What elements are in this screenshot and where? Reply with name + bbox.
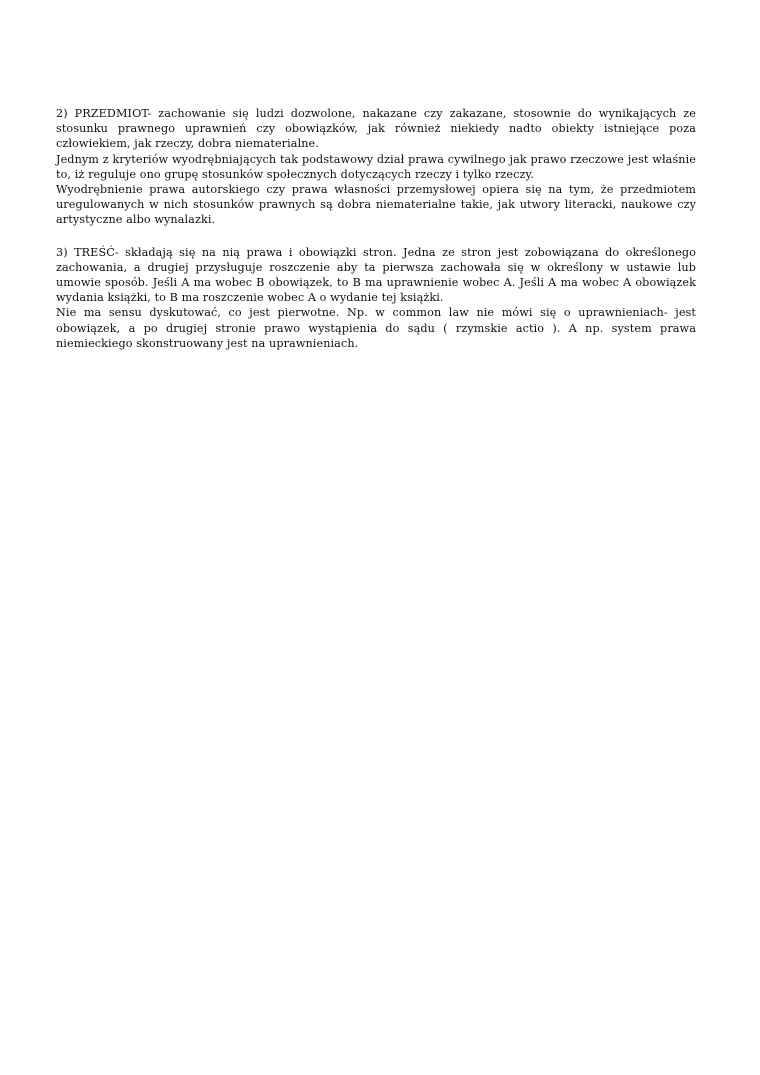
section-2-paragraph-intellectual-property: Wyodrębnienie prawa autorskiego czy prawa własności przemysłowej opiera się na tym, że przedmiotem uregulowanych w nich stosunków prawnych są dobra niematerialne takie, jak utwory literacki, naukowe czy artystyczne albo wynalazki.: [56, 183, 696, 227]
section-2-paragraph-property-law: Jednym z kryteriów wyodrębniających tak podstawowy dział prawa cywilnego jak prawo rzeczowe jest właśnie to, iż reguluje ono grupę stosunków społecznych dotyczących rzeczy i tylko rzeczy.: [56, 152, 696, 181]
section-spacer: [56, 228, 696, 245]
section-3-paragraph-content: 3) TREŚĆ- składają się na nią prawa i obowiązki stron. Jedna ze stron jest zobowiązana do określonego zachowania, a drugiej przysługuje roszczenie aby ta pierwsza zachowała się w określony w ustawie lub umowie sposób. Jeśli A ma wobec B obowiązek, to B ma uprawnienie wobec A. Jeśli A ma wobec A obowiązek wydania książki, to B ma roszczenie wobec A o wydanie tej książki.: [56, 245, 696, 305]
section-3-paragraph-common-law: Nie ma sensu dyskutować, co jest pierwotne. Np. w common law nie mówi się o uprawnieniach- jest obowiązek, a po drugiej stronie prawo wystąpienia do sądu ( rzymskie actio ). A np. system prawa niemieckiego skonstruowany jest na uprawnieniach.: [56, 306, 696, 350]
section-2-paragraph-subject: 2) PRZEDMIOT- zachowanie się ludzi dozwolone, nakazane czy zakazane, stosownie do wynikających ze stosunku prawnego uprawnień czy obowiązków, jak również niekiedy nadto obiekty istniejące poza człowiekiem, jak rzeczy, dobra niematerialne.: [56, 107, 696, 151]
document-body: [56, 106, 696, 351]
